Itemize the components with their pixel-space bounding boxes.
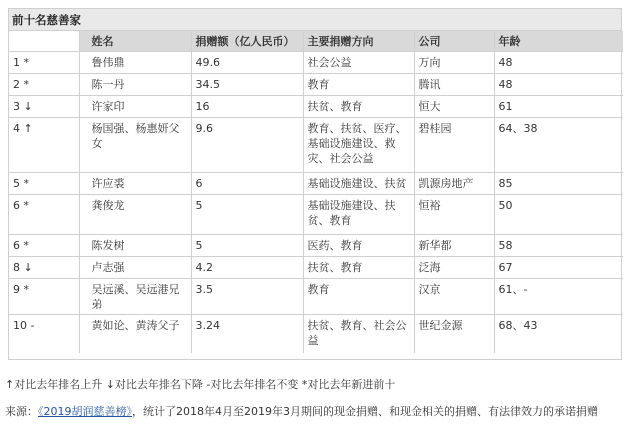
cell-direction: 教育、扶贫、医疗、基础设施建设、救灾、社会公益 [303,118,414,173]
cell-direction: 教育 [303,279,414,315]
cell-name: 陈一丹 [79,74,191,96]
cell-company: 新华都 [414,235,494,257]
cell-direction: 基础设施建设、扶贫 [303,173,414,195]
cell-rank: 9 * [9,279,79,315]
table-row [9,74,623,96]
cell-rank: 1 * [9,52,79,74]
cell-age: 85 [494,173,623,195]
philanthropist-table-panel [8,8,622,360]
cell-name: 卢志强 [79,257,191,279]
cell-company: 碧桂园 [414,118,494,173]
cell-rank: 5 * [9,173,79,195]
cell-company: 恒大 [414,96,494,118]
header-amount: 捐赠额（亿人民币） [191,31,303,52]
cell-name: 许家印 [79,96,191,118]
table-row [9,118,623,173]
cell-amount: 4.2 [191,257,303,279]
cell-company: 凯源房地产 [414,173,494,195]
cell-name: 陈发树 [79,235,191,257]
cell-age: 48 [494,52,623,74]
philanthropist-table [9,31,623,353]
cell-rank: 3 ↓ [9,96,79,118]
cell-direction: 教育 [303,74,414,96]
table-row [9,96,623,118]
cell-direction: 医药、教育 [303,235,414,257]
header-age: 年龄 [494,31,623,52]
cell-amount: 5 [191,195,303,235]
cell-rank: 8 ↓ [9,257,79,279]
table-header-row [9,31,623,52]
header-rank [9,31,79,52]
table-row [9,235,623,257]
cell-company: 汉京 [414,279,494,315]
table-row [9,52,623,74]
cell-amount: 3.24 [191,315,303,353]
table-row [9,279,623,315]
table-row [9,257,623,279]
header-direction: 主要捐赠方向 [303,31,414,52]
cell-direction: 基础设施建设、扶贫、教育 [303,195,414,235]
cell-name: 吴远溪、吴远港兄弟 [79,279,191,315]
cell-amount: 49.6 [191,52,303,74]
cell-amount: 9.6 [191,118,303,173]
source-link[interactable]: 《2019胡润慈善榜》 [38,405,132,418]
cell-amount: 16 [191,96,303,118]
table-title: 前十名慈善家 [9,9,621,31]
cell-amount: 3.5 [191,279,303,315]
cell-rank: 4 ↑ [9,118,79,173]
cell-name: 鲁伟鼎 [79,52,191,74]
cell-rank: 2 * [9,74,79,96]
cell-age: 61、- [494,279,623,315]
cell-name: 龚俊龙 [79,195,191,235]
cell-age: 58 [494,235,623,257]
cell-age: 64、38 [494,118,623,173]
cell-amount: 5 [191,235,303,257]
cell-name: 黄如论、黄涛父子 [79,315,191,353]
cell-company: 恒裕 [414,195,494,235]
cell-age: 61 [494,96,623,118]
cell-age: 68、43 [498,319,538,332]
cell-amount: 6 [191,173,303,195]
cell-direction: 扶贫、教育 [303,96,414,118]
cell-company: 泛海 [414,257,494,279]
source-note [5,403,598,419]
cell-amount: 34.5 [191,74,303,96]
cell-company: 万向 [414,52,494,74]
cell-age: 50 [494,195,623,235]
cell-rank: 6 * [9,195,79,235]
cell-name: 杨国强、杨惠妍父女 [79,118,191,173]
cell-direction: 扶贫、教育 [303,257,414,279]
table-row [9,173,623,195]
cell-name: 许应裘 [79,173,191,195]
rank-change-legend: ↑对比去年排名上升 ↓对比去年排名下降 -对比去年排名不变 *对比去年新进前十 [5,378,396,391]
cell-age: 48 [494,74,623,96]
cell-company: 腾讯 [414,74,494,96]
cell-age: 67 [494,257,623,279]
cell-rank: 6 * [9,235,79,257]
table-row [9,315,623,353]
header-name: 姓名 [79,31,191,52]
source-prefix: 来源： [5,405,38,418]
source-suffix: ，统计了2018年4月至2019年3月期间的现金捐赠、和现金相关的捐赠、有法律效力的承诺捐赠 [132,405,598,418]
cell-rank: 10 - [9,315,79,353]
cell-company: 世纪金源 [414,315,494,353]
header-company: 公司 [414,31,494,52]
cell-direction: 社会公益 [303,52,414,74]
table-row [9,195,623,235]
cell-direction: 扶贫、教育、社会公益 [303,315,414,353]
